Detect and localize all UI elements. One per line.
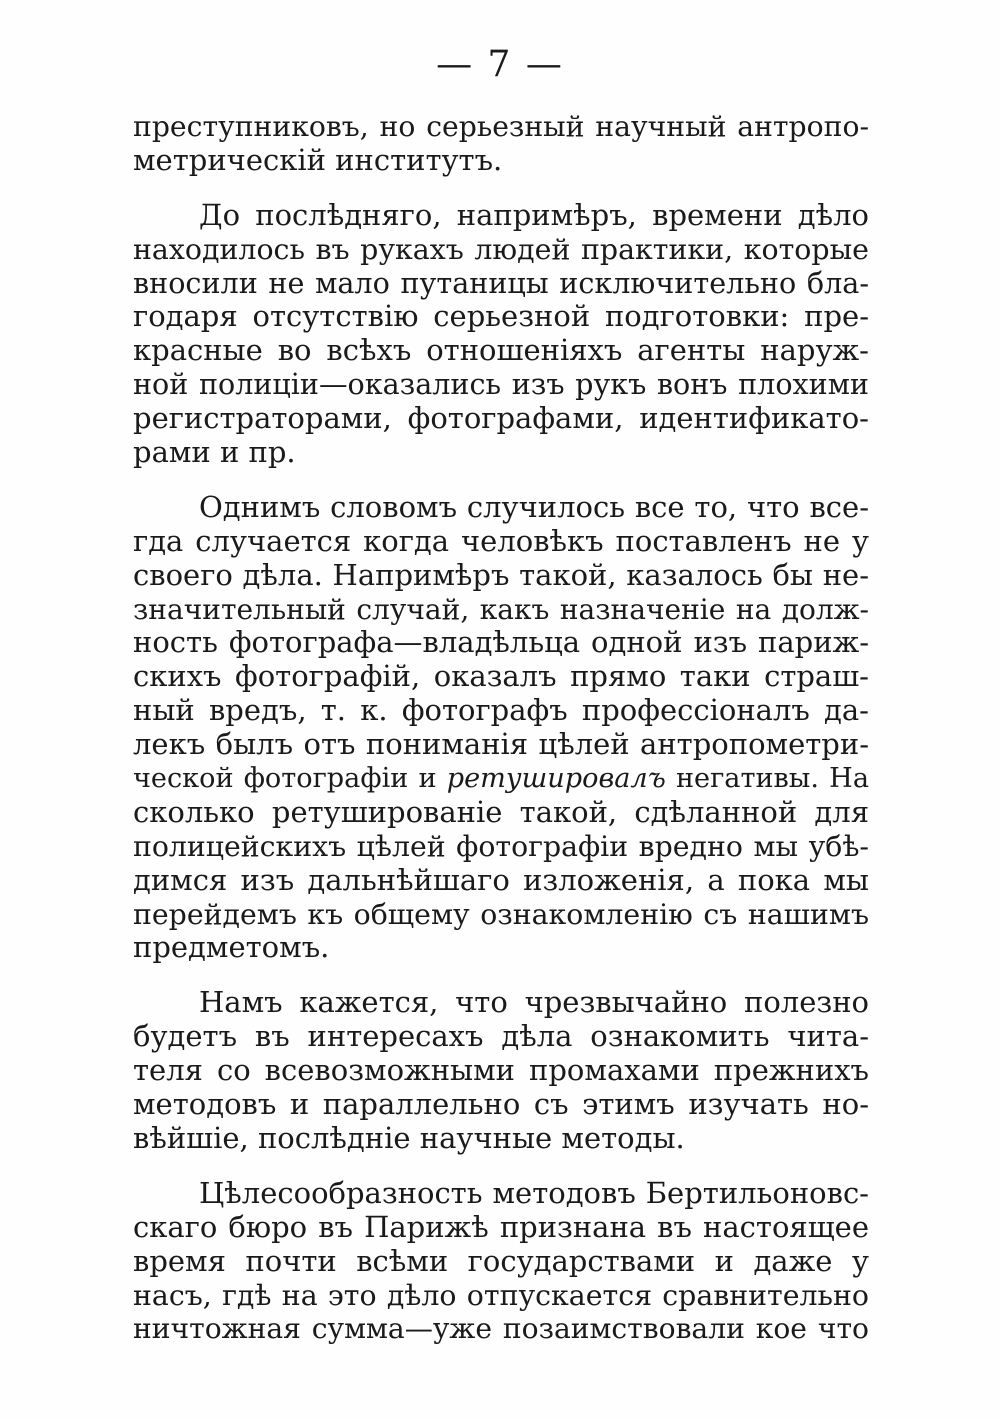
text-line: рами и пр. bbox=[133, 436, 296, 470]
text-line: преступниковъ, но серьезный научный антропо- bbox=[133, 110, 869, 143]
text-line: годаря отсутствію серьезной подготовки: пре- bbox=[133, 300, 869, 334]
text-fragment: негативы. На bbox=[665, 763, 869, 795]
paragraph-1 bbox=[133, 110, 869, 178]
text-line: лекъ былъ отъ пониманія цѣлей антропометри- bbox=[133, 728, 869, 762]
text-line: перейдемъ къ общему ознакомленію съ нашимъ bbox=[133, 897, 869, 931]
text-line: регистраторами, фотографами, идентификато- bbox=[133, 402, 869, 436]
text-line-with-italic bbox=[133, 762, 869, 796]
text-line: насъ, гдѣ на это дѣло отпускается сравнительно bbox=[133, 1278, 869, 1312]
text-line: димся изъ дальнѣйшаго изложенія, а пока мы bbox=[133, 863, 869, 897]
paragraph-3 bbox=[133, 491, 869, 965]
text-line: Цѣлесообразность методовъ Бертильоновс- bbox=[199, 1176, 869, 1210]
text-line: ный вредъ, т. к. фотографъ профессіоналъ да- bbox=[133, 694, 869, 728]
text-line: вносили не мало путаницы исключительно бла- bbox=[133, 266, 869, 300]
text-line: значительный случай, какъ назначеніе на долж- bbox=[133, 592, 869, 626]
text-line: красные во всѣхъ отношеніяхъ агенты наруж- bbox=[133, 334, 869, 368]
page-number: — 7 — bbox=[436, 44, 564, 85]
text-line: предметомъ. bbox=[133, 931, 330, 965]
text-line: вѣйшіе, послѣдніе научные методы. bbox=[133, 1121, 685, 1155]
text-line: метрическій институтъ. bbox=[133, 143, 503, 177]
text-line: До послѣдняго, напримѣръ, времени дѣло bbox=[199, 198, 869, 232]
text-line: будетъ въ интересахъ дѣла ознакомить чита- bbox=[133, 1020, 869, 1054]
text-line: находилось въ рукахъ людей практики, которые bbox=[133, 232, 869, 266]
text-line: полицейскихъ цѣлей фотографіи вредно мы убѣ- bbox=[133, 829, 869, 863]
text-line: гда случается когда человѣкъ поставленъ не у bbox=[133, 524, 869, 558]
paragraph-2 bbox=[133, 199, 869, 470]
body-text bbox=[133, 110, 869, 1346]
text-line: скихъ фотографій, оказалъ прямо таки страш- bbox=[133, 660, 869, 694]
text-line: своего дѣла. Напримѣръ такой, казалось бы не- bbox=[133, 558, 869, 592]
text-line: теля со всевозможными промахами прежнихъ bbox=[133, 1054, 869, 1088]
text-line: Однимъ словомъ случилось все то, что все- bbox=[199, 490, 869, 524]
text-fragment: ческой фотографіи и bbox=[133, 763, 447, 795]
text-line: сколько ретушированіе такой, сдѣланной для bbox=[133, 795, 869, 829]
text-line: Намъ кажется, что чрезвычайно полезно bbox=[199, 986, 869, 1020]
text-line: ность фотографа—владѣльца одной изъ париж- bbox=[133, 626, 869, 660]
text-line: ной полиціи—оказались изъ рукъ вонъ плохими bbox=[133, 368, 869, 402]
paragraph-4 bbox=[133, 986, 869, 1155]
paragraph-5 bbox=[133, 1177, 869, 1346]
text-line: ничтожная сумма—уже позаимствовали кое что bbox=[133, 1312, 869, 1346]
text-line: методовъ и параллельно съ этимъ изучать но- bbox=[133, 1088, 869, 1122]
italic-word: ретушировалъ bbox=[446, 763, 666, 795]
text-line: время почти всѣми государствами и даже у bbox=[133, 1244, 869, 1278]
text-line: скаго бюро въ Парижѣ признана въ настоящее bbox=[133, 1210, 869, 1244]
